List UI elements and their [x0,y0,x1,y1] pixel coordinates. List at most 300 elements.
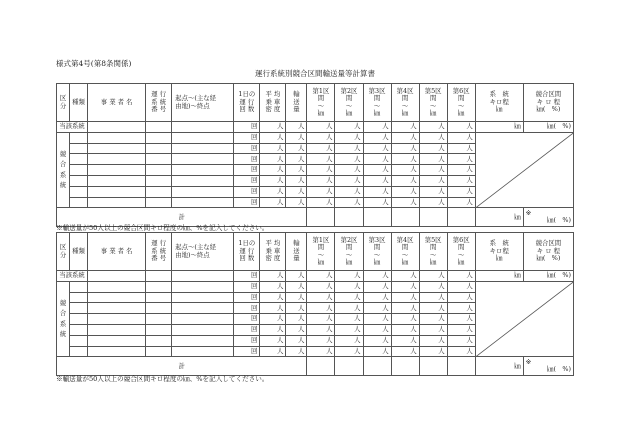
nin-cell: 人 [335,292,363,303]
kyogo-char: 統 [59,329,67,338]
cell [172,314,234,325]
nin-cell: 人 [391,132,419,143]
cell [70,143,88,154]
footnote-1: ※輸送量が50人以上の競合区間キロ程度の㎞、%を記入してください。 [56,224,269,232]
header-text-line: ㎞( %) [536,254,561,263]
nin-cell: 人 [419,165,447,176]
nin-cell: 人 [447,324,475,335]
header-text-line: ㎞ [496,105,503,114]
cell [172,324,234,335]
km-cell: ㎞ [475,122,523,133]
section-header [363,84,391,122]
section-label: 第6区 [452,235,470,244]
header-text-line: 分 [59,250,67,259]
header-text-line: 乗 車 [265,97,281,106]
cell [88,186,146,197]
kai-cell: 回 [234,132,260,143]
keito-bango-header [146,233,172,271]
section-label: 第2区 [340,235,358,244]
section-km: ㎞ [429,257,437,266]
cell [88,335,146,346]
kyogo-label [57,132,70,208]
nin-cell: 人 [363,281,391,292]
header-text-line: 系 統 [151,97,167,106]
section-label: 第3区 [368,86,386,95]
header-text-line: 区 [59,94,67,103]
cell [88,165,146,176]
cell [146,314,172,325]
section-kan: 間 [373,243,381,252]
section-tilde: ～ [317,250,325,259]
calculation-table-2 [56,232,574,376]
nin-cell: 人 [391,346,419,357]
header-text-line: ㎞( %) [536,105,561,114]
cell [335,208,363,227]
section-km: ㎞ [345,108,353,117]
nin-cell: 人 [447,335,475,346]
cell [70,186,88,197]
nin-cell: 人 [335,175,363,186]
nin-cell: 人 [260,303,286,314]
kubun-header [57,84,70,122]
kaisu-header [234,233,260,271]
yusoryo-header [286,233,307,271]
total-km-pct-text: ㎞( %) [547,216,571,225]
nin-cell: 人 [419,292,447,303]
header-text-line: 由地)～終点 [175,101,210,110]
cell [146,132,172,143]
header-text-line: 系 統 [489,239,509,248]
nin-cell: 人 [260,122,286,133]
section-kan: 間 [317,94,325,103]
section-label: 第6区 [452,86,470,95]
nin-cell: 人 [363,303,391,314]
cell [307,357,335,376]
nin-cell: 人 [260,346,286,357]
nin-cell: 人 [286,314,307,325]
kai-cell: 回 [234,122,260,133]
header-text-line: 系 統 [151,246,167,255]
section-label: 第3区 [368,235,386,244]
section-header [307,233,335,271]
nin-cell: 人 [363,292,391,303]
nin-cell: 人 [391,197,419,208]
total-label: 計 [57,208,307,227]
nin-cell: 人 [286,165,307,176]
nin-cell: 人 [447,303,475,314]
nin-cell: 人 [307,186,335,197]
header-text-line: 運 行 [151,239,167,248]
nin-cell: 人 [419,314,447,325]
nin-cell: 人 [260,324,286,335]
nin-cell: 人 [286,197,307,208]
nin-cell: 人 [286,186,307,197]
section-tilde: ～ [458,250,465,259]
kai-cell: 回 [234,303,260,314]
header-text-line: 競合区間 [535,239,562,248]
nin-cell: 人 [335,335,363,346]
nin-cell: 人 [335,154,363,165]
cell [88,271,146,282]
nin-cell: 人 [260,186,286,197]
cell [363,357,391,376]
section-tilde: ～ [401,250,409,259]
header-text-line: 送 [293,246,300,255]
section-km: ㎞ [373,257,381,266]
section-header [335,84,363,122]
nin-cell: 人 [335,197,363,208]
nin-cell: 人 [307,165,335,176]
nin-cell: 人 [335,324,363,335]
section-tilde: ～ [345,250,353,259]
kai-cell: 回 [234,292,260,303]
nin-cell: 人 [260,314,286,325]
cell [363,208,391,227]
section-km: ㎞ [401,108,409,117]
nin-cell: 人 [335,132,363,143]
nin-cell: 人 [307,154,335,165]
cell [172,165,234,176]
nin-cell: 人 [419,197,447,208]
cell [419,357,447,376]
cell [447,357,475,376]
cell [391,357,419,376]
kyogo-char: 合 [59,309,67,318]
cell [88,132,146,143]
header-text-line: 運 行 [239,246,255,255]
cell [70,154,88,165]
nin-cell: 人 [391,303,419,314]
nin-cell: 人 [447,346,475,357]
cell [146,186,172,197]
nin-cell: 人 [447,271,475,282]
nin-cell: 人 [260,281,286,292]
cell [70,324,88,335]
section-label: 第2区 [340,86,358,95]
cell [419,208,447,227]
nin-cell: 人 [363,271,391,282]
nin-cell: 人 [260,175,286,186]
nin-cell: 人 [260,154,286,165]
total-km-pct [523,208,573,227]
km-cell: ㎞ [475,271,523,282]
section-kan: 間 [401,94,409,103]
nin-cell: 人 [447,154,475,165]
header-text-line: 区 [59,243,67,252]
header-text-line: 分 [59,101,67,110]
cell [172,303,234,314]
section-kan: 間 [373,94,381,103]
total-mark: ※ [525,358,532,367]
nin-cell: 人 [286,303,307,314]
kyogo-char: 系 [59,319,67,328]
nin-cell: 人 [391,271,419,282]
diagonal-line [476,133,573,208]
kai-cell: 回 [234,314,260,325]
nin-cell: 人 [363,197,391,208]
section-kan: 間 [429,243,437,252]
nin-cell: 人 [260,292,286,303]
section-kan: 間 [401,243,409,252]
nin-cell: 人 [286,292,307,303]
section-label: 第5区 [424,86,442,95]
nin-cell: 人 [447,186,475,197]
nin-cell: 人 [419,186,447,197]
nin-cell: 人 [335,281,363,292]
section-km: ㎞ [429,108,437,117]
nin-cell: 人 [307,143,335,154]
competing-route-row [57,132,574,143]
mitsudo-header [260,233,286,271]
kyogo-kiro-header [523,233,573,271]
form-number: 様式第4号(第8条関係) [56,59,132,68]
kai-cell: 回 [234,154,260,165]
header-text-line: 回 数 [239,254,255,263]
header-text-line: 平 均 [265,239,281,248]
section-km: ㎞ [373,108,381,117]
cell [88,324,146,335]
kai-cell: 回 [234,197,260,208]
keito-bango-header [146,84,172,122]
current-route-row [57,271,574,282]
cell [146,335,172,346]
header-text-line: 量 [293,105,300,114]
cell [172,281,234,292]
nin-cell: 人 [391,314,419,325]
section-header [307,84,335,122]
keito-kiro-header [475,233,523,271]
cell [172,346,234,357]
nin-cell: 人 [307,271,335,282]
cell [172,154,234,165]
nin-cell: 人 [286,324,307,335]
nin-cell: 人 [307,197,335,208]
nin-cell: 人 [260,143,286,154]
nin-cell: 人 [391,143,419,154]
cell [70,314,88,325]
kiten-header [172,84,234,122]
cell [172,271,234,282]
nin-cell: 人 [419,175,447,186]
cell [70,132,88,143]
nin-cell: 人 [419,303,447,314]
section-tilde: ～ [458,101,465,110]
nin-cell: 人 [286,154,307,165]
shurui-header: 種類 [70,233,88,271]
section-header [391,84,419,122]
nin-cell: 人 [447,314,475,325]
nin-cell: 人 [447,122,475,133]
calculation-table-1 [56,83,574,227]
header-text-line: 1日の [238,90,256,99]
nin-cell: 人 [260,165,286,176]
kai-cell: 回 [234,175,260,186]
section-header [447,233,475,271]
section-tilde: ～ [401,101,409,110]
header-text-line: 平 均 [265,90,281,99]
nin-cell: 人 [307,132,335,143]
nin-cell: 人 [447,281,475,292]
nin-cell: 人 [447,165,475,176]
header-text-line: 送 [293,97,300,106]
cell [146,122,172,133]
nin-cell: 人 [335,186,363,197]
total-km: ㎞ [475,357,523,376]
nin-cell: 人 [363,154,391,165]
cell [70,281,88,292]
section-km: ㎞ [345,257,353,266]
nin-cell: 人 [419,132,447,143]
diagonal-line [476,282,573,357]
cell [172,122,234,133]
header-text-line: 輸 [293,90,300,99]
nin-cell: 人 [419,281,447,292]
nin-cell: 人 [391,281,419,292]
nin-cell: 人 [363,324,391,335]
competing-route-row [57,281,574,292]
cell [172,335,234,346]
header-text-line: 起点～(主な経 [175,94,217,103]
kubun-header [57,233,70,271]
diagonal-blank-cell [475,281,573,357]
nin-cell: 人 [286,122,307,133]
nin-cell: 人 [286,175,307,186]
shurui-header: 種類 [70,84,88,122]
kai-cell: 回 [234,335,260,346]
cell [391,208,419,227]
nin-cell: 人 [419,346,447,357]
cell [70,197,88,208]
header-text-line: 起点～(主な経 [175,243,217,252]
nin-cell: 人 [307,335,335,346]
cell [146,324,172,335]
header-text-line: 密 度 [265,105,281,114]
nin-cell: 人 [391,154,419,165]
nin-cell: 人 [391,175,419,186]
cell [172,143,234,154]
nin-cell: 人 [307,346,335,357]
header-text-line: 運 行 [151,90,167,99]
header-text-line: キ ロ 程 [536,246,561,255]
section-label: 第5区 [424,235,442,244]
cell [88,143,146,154]
cell [70,175,88,186]
section-km: ㎞ [401,257,409,266]
section-kan: 間 [345,94,353,103]
nin-cell: 人 [363,143,391,154]
section-kan: 間 [429,94,437,103]
header-text-line: 密 度 [265,254,281,263]
nin-cell: 人 [419,143,447,154]
kyogo-char: 合 [59,160,67,169]
cell [88,154,146,165]
nin-cell: 人 [286,143,307,154]
kiten-header [172,233,234,271]
diagonal-blank-cell [475,132,573,208]
section-tilde: ～ [429,101,437,110]
nin-cell: 人 [363,346,391,357]
header-text-line: キロ程 [489,246,509,255]
nin-cell: 人 [391,122,419,133]
header-text-line: 乗 車 [265,246,281,255]
nin-cell: 人 [419,324,447,335]
nin-cell: 人 [260,132,286,143]
total-km-pct-text: ㎞( %) [547,365,571,374]
section-tilde: ～ [429,250,437,259]
nin-cell: 人 [286,346,307,357]
header-text-line: ㎞ [496,254,503,263]
nin-cell: 人 [363,314,391,325]
nin-cell: 人 [363,335,391,346]
section-kan: 間 [317,243,325,252]
nin-cell: 人 [307,324,335,335]
nin-cell: 人 [391,324,419,335]
kyogo-char: 競 [59,298,67,307]
nin-cell: 人 [307,303,335,314]
nin-cell: 人 [391,292,419,303]
section-label: 第4区 [396,86,414,95]
cell [146,197,172,208]
cell [88,122,146,133]
cell [146,346,172,357]
section-header [363,233,391,271]
header-text-line: 量 [293,254,300,263]
cell [146,165,172,176]
nin-cell: 人 [286,132,307,143]
total-km: ㎞ [475,208,523,227]
total-label: 計 [57,357,307,376]
kai-cell: 回 [234,281,260,292]
cell [70,165,88,176]
nin-cell: 人 [447,175,475,186]
nin-cell: 人 [391,335,419,346]
cell [146,175,172,186]
nin-cell: 人 [335,346,363,357]
kai-cell: 回 [234,324,260,335]
section-km: ㎞ [458,257,465,266]
cell [146,271,172,282]
cell [88,292,146,303]
section-header [447,84,475,122]
nin-cell: 人 [419,335,447,346]
nin-cell: 人 [363,132,391,143]
section-label: 第1区 [312,86,330,95]
section-label: 第4区 [396,235,414,244]
nin-cell: 人 [447,132,475,143]
nin-cell: 人 [447,197,475,208]
nin-cell: 人 [335,303,363,314]
document-title: 運行系統別競合区間輸送量等計算書 [255,69,375,78]
header-text-line: キ ロ 程 [536,97,561,106]
cell [88,314,146,325]
cell [307,208,335,227]
header-text-line: 番 号 [151,105,167,114]
footnote-2: ※輸送量が50人以上の競合区間キロ程度の㎞、%を記入してください。 [56,375,269,383]
kai-cell: 回 [234,271,260,282]
mitsudo-header [260,84,286,122]
cell [88,197,146,208]
nin-cell: 人 [363,122,391,133]
nin-cell: 人 [307,292,335,303]
header-row [57,84,574,122]
nin-cell: 人 [363,165,391,176]
cell [172,175,234,186]
nin-cell: 人 [419,271,447,282]
cell [172,132,234,143]
section-tilde: ～ [317,101,325,110]
cell [88,346,146,357]
nin-cell: 人 [391,186,419,197]
